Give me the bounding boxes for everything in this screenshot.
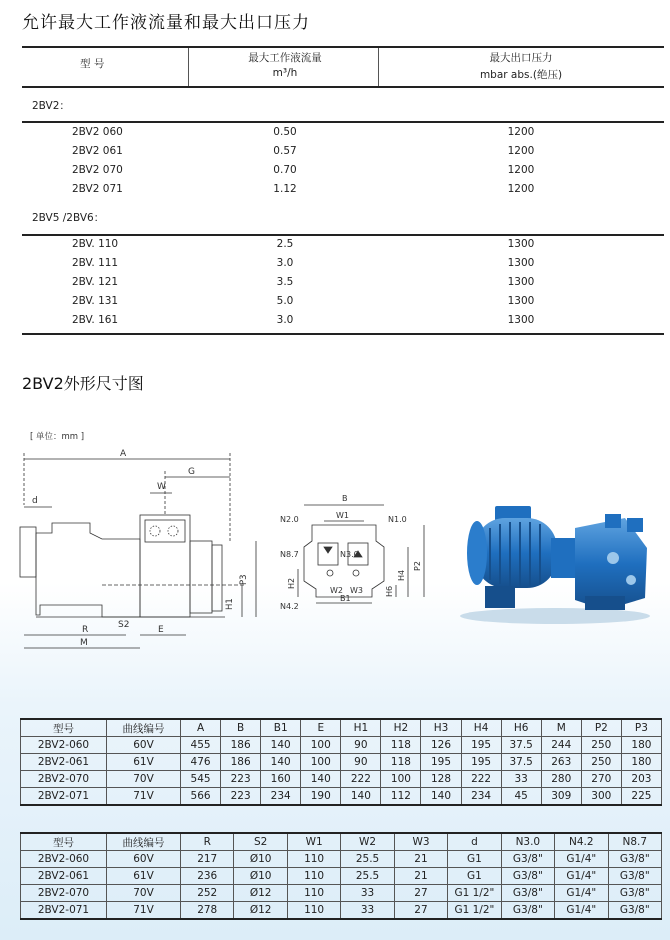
cell: 566	[181, 788, 221, 806]
cell: 37.5	[501, 737, 541, 754]
cell: G3/8"	[608, 902, 662, 920]
cell: 2BV2-071	[21, 788, 107, 806]
cell: 110	[287, 868, 340, 885]
cell: 203	[621, 771, 661, 788]
dim-label: H2	[287, 577, 296, 589]
cell: G1 1/2"	[448, 902, 501, 920]
cell: G3/8"	[501, 885, 554, 902]
cell: 61V	[107, 754, 181, 771]
cell: 222	[461, 771, 501, 788]
cell: Ø12	[234, 902, 287, 920]
col-header: d	[448, 833, 501, 851]
cell: 90	[341, 737, 381, 754]
col-header: H6	[501, 719, 541, 737]
cell: 2BV2-070	[21, 771, 107, 788]
dim-label: N3.0	[340, 550, 359, 559]
cell: 250	[581, 737, 621, 754]
cell: 140	[341, 788, 381, 806]
dim-label: P3	[239, 574, 249, 585]
header-flow: 最大工作液流量	[248, 52, 322, 64]
col-header: H4	[461, 719, 501, 737]
flow-value: 0.70	[273, 164, 297, 176]
front-view-drawing	[272, 485, 437, 610]
cell: 160	[261, 771, 301, 788]
table-row	[21, 788, 662, 806]
pressure-value: 1300	[507, 295, 535, 307]
cell: 27	[394, 885, 447, 902]
col-header: R	[181, 833, 234, 851]
cell: 2BV2-070	[21, 885, 107, 902]
cell: G1/4"	[555, 885, 608, 902]
pressure-value: 1300	[507, 314, 535, 326]
pressure-value: 1200	[507, 145, 535, 157]
pressure-value: 1200	[507, 183, 535, 195]
dim-label: S2	[118, 620, 130, 630]
dim-label: A	[120, 449, 127, 459]
cell: 270	[581, 771, 621, 788]
dim-label: N4.2	[280, 602, 299, 610]
cell: G3/8"	[501, 868, 554, 885]
cell: 250	[581, 754, 621, 771]
cell: Ø10	[234, 868, 287, 885]
cell: 112	[381, 788, 421, 806]
dim-label: N8.7	[280, 550, 299, 559]
cell: 33	[341, 885, 394, 902]
cell: 190	[301, 788, 341, 806]
col-header: N4.2	[555, 833, 608, 851]
cell: 195	[421, 754, 461, 771]
flow-model: 2BV. 111	[72, 257, 119, 269]
flow-model: 2BV2 060	[72, 126, 123, 138]
flow-value: 2.5	[276, 238, 294, 250]
flow-model: 2BV2 061	[72, 145, 123, 157]
cell: 110	[287, 851, 340, 868]
cell: 2BV2-060	[21, 737, 107, 754]
section-title: 2BV2外形尺寸图	[22, 374, 144, 393]
dim-label: W1	[336, 511, 349, 520]
cell: 2BV2-061	[21, 754, 107, 771]
col-header: P3	[621, 719, 661, 737]
col-header: M	[541, 719, 581, 737]
dim-label: H6	[385, 585, 394, 597]
cell: 2BV2-060	[21, 851, 107, 868]
side-view-drawing	[10, 445, 270, 660]
pressure-value: 1300	[507, 238, 535, 250]
cell: 25.5	[341, 851, 394, 868]
cell: 140	[261, 737, 301, 754]
cell: G1	[448, 851, 501, 868]
pressure-value: 1200	[507, 164, 535, 176]
cell: 217	[181, 851, 234, 868]
group-label: 2BV2：	[32, 100, 70, 112]
cell: 126	[421, 737, 461, 754]
cell: G3/8"	[608, 868, 662, 885]
flow-value: 3.0	[276, 257, 294, 269]
dim-label: W3	[350, 586, 363, 595]
header-flow-unit: m³/h	[272, 67, 298, 79]
flow-value: 5.0	[276, 295, 294, 307]
cell: 180	[621, 754, 661, 771]
dimension-table-2	[20, 832, 662, 920]
table-row	[21, 771, 662, 788]
col-header: H1	[341, 719, 381, 737]
flow-value: 0.50	[273, 126, 297, 138]
cell: 140	[421, 788, 461, 806]
pressure-value: 1300	[507, 276, 535, 288]
unit-note: [ 单位：mm ]	[30, 432, 85, 442]
cell: 71V	[107, 788, 181, 806]
table-row	[21, 902, 662, 920]
cell: 118	[381, 754, 421, 771]
cell: G3/8"	[501, 902, 554, 920]
flow-model: 2BV. 110	[72, 238, 119, 250]
header-model: 型 号	[80, 58, 105, 70]
col-header: S2	[234, 833, 287, 851]
pressure-value: 1200	[507, 126, 535, 138]
col-header: N8.7	[608, 833, 662, 851]
header-pressure-unit: mbar abs.(绝压)	[479, 69, 563, 81]
dim-label: d	[32, 496, 38, 506]
pressure-value: 1300	[507, 257, 535, 269]
cell: 140	[301, 771, 341, 788]
flow-model: 2BV2 070	[72, 164, 123, 176]
cell: 90	[341, 754, 381, 771]
dim-label: N2.0	[280, 515, 299, 524]
cell: 195	[461, 737, 501, 754]
cell: 45	[501, 788, 541, 806]
flow-value: 0.57	[273, 145, 297, 157]
col-header: H3	[421, 719, 461, 737]
cell: 70V	[107, 885, 181, 902]
dim-label: W	[157, 482, 166, 492]
col-header: 型号	[21, 833, 107, 851]
cell: 33	[501, 771, 541, 788]
cell: 100	[301, 754, 341, 771]
cell: 33	[341, 902, 394, 920]
flow-model: 2BV2 071	[72, 183, 123, 195]
cell: 309	[541, 788, 581, 806]
col-header: N3.0	[501, 833, 554, 851]
cell: G1	[448, 868, 501, 885]
flow-value: 3.5	[276, 276, 294, 288]
table-row	[21, 754, 662, 771]
cell: 27	[394, 902, 447, 920]
cell: 280	[541, 771, 581, 788]
cell: 21	[394, 868, 447, 885]
cell: G1/4"	[555, 851, 608, 868]
cell: 2BV2-061	[21, 868, 107, 885]
cell: 37.5	[501, 754, 541, 771]
col-header: E	[301, 719, 341, 737]
col-header: 型号	[21, 719, 107, 737]
cell: 234	[261, 788, 301, 806]
cell: 252	[181, 885, 234, 902]
cell: 110	[287, 902, 340, 920]
dim-label: E	[158, 625, 164, 635]
table-row	[21, 851, 662, 868]
pump-image	[455, 488, 660, 628]
cell: G3/8"	[608, 851, 662, 868]
cell: 300	[581, 788, 621, 806]
cell: 110	[287, 885, 340, 902]
cell: 100	[381, 771, 421, 788]
dim-label: R	[82, 625, 89, 635]
col-header: H2	[381, 719, 421, 737]
dim-label: G	[188, 467, 195, 477]
cell: 61V	[107, 868, 181, 885]
cell: 223	[221, 788, 261, 806]
cell: 223	[221, 771, 261, 788]
cell: 100	[301, 737, 341, 754]
dim-label: B	[342, 494, 348, 503]
cell: 476	[181, 754, 221, 771]
flow-model: 2BV. 161	[72, 314, 119, 326]
col-header: 曲线编号	[107, 833, 181, 851]
dim-label: H1	[225, 598, 235, 610]
cell: 25.5	[341, 868, 394, 885]
cell: 180	[621, 737, 661, 754]
col-header: W1	[287, 833, 340, 851]
cell: 71V	[107, 902, 181, 920]
cell: 225	[621, 788, 661, 806]
dim-label: P2	[413, 561, 422, 571]
cell: 278	[181, 902, 234, 920]
flow-model: 2BV. 131	[72, 295, 119, 307]
cell: 128	[421, 771, 461, 788]
cell: Ø10	[234, 851, 287, 868]
cell: G3/8"	[608, 885, 662, 902]
cell: 2BV2-071	[21, 902, 107, 920]
cell: 244	[541, 737, 581, 754]
header-pressure: 最大出口压力	[489, 52, 553, 64]
cell: G1/4"	[555, 902, 608, 920]
dim-label: M	[80, 638, 88, 648]
cell: 60V	[107, 851, 181, 868]
cell: 186	[221, 754, 261, 771]
cell: 140	[261, 754, 301, 771]
cell: 186	[221, 737, 261, 754]
cell: Ø12	[234, 885, 287, 902]
dim-label: B1	[340, 594, 351, 603]
col-header: A	[181, 719, 221, 737]
cell: 236	[181, 868, 234, 885]
col-header: W3	[394, 833, 447, 851]
cell: 263	[541, 754, 581, 771]
cell: 60V	[107, 737, 181, 754]
cell: G1/4"	[555, 868, 608, 885]
page-title: 允许最大工作液流量和最大出口压力	[22, 13, 310, 33]
col-header: P2	[581, 719, 621, 737]
table-row	[21, 885, 662, 902]
cell: G1 1/2"	[448, 885, 501, 902]
col-header: B	[221, 719, 261, 737]
table-row	[21, 868, 662, 885]
cell: 545	[181, 771, 221, 788]
cell: 195	[461, 754, 501, 771]
cell: 118	[381, 737, 421, 754]
dimension-table-1	[20, 718, 662, 806]
col-header: 曲线编号	[107, 719, 181, 737]
cell: 234	[461, 788, 501, 806]
flow-model: 2BV. 121	[72, 276, 119, 288]
dim-label: H4	[397, 569, 406, 581]
flow-value: 1.12	[273, 183, 297, 195]
cell: 70V	[107, 771, 181, 788]
table-row	[21, 737, 662, 754]
flow-value: 3.0	[276, 314, 294, 326]
cell: 455	[181, 737, 221, 754]
group-label: 2BV5 /2BV6：	[32, 212, 105, 224]
dim-label: W2	[330, 586, 343, 595]
cell: 21	[394, 851, 447, 868]
col-header: B1	[261, 719, 301, 737]
dim-label: N1.0	[388, 515, 407, 524]
cell: G3/8"	[501, 851, 554, 868]
cell: 222	[341, 771, 381, 788]
col-header: W2	[341, 833, 394, 851]
